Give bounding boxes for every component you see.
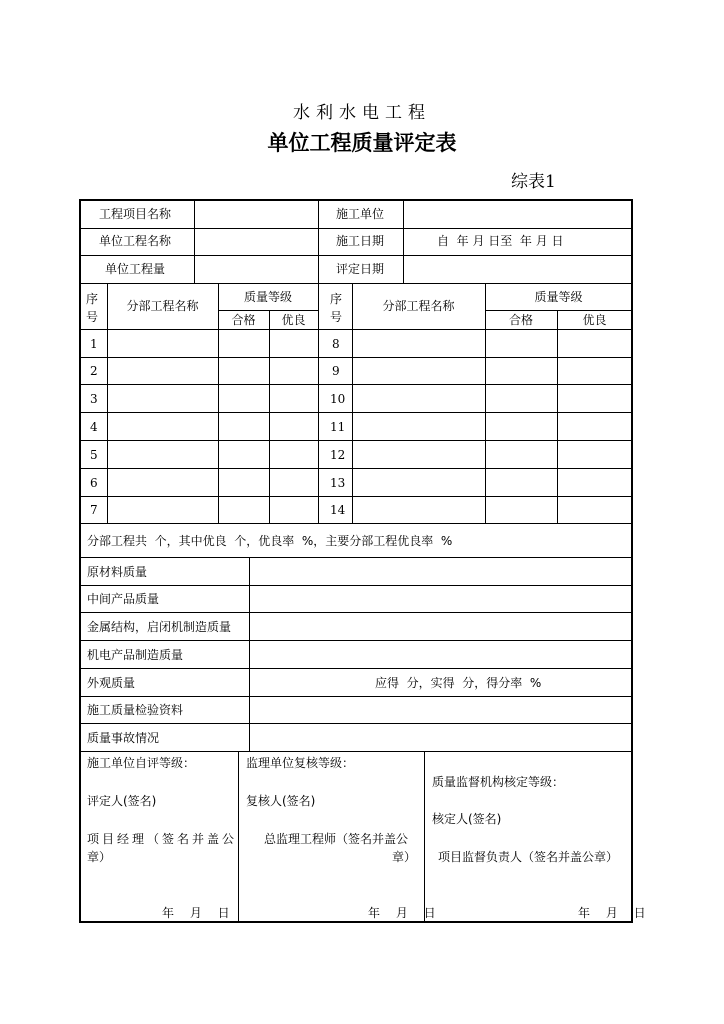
row-divider (80, 283, 632, 284)
col-divider (249, 557, 250, 751)
col-divider (557, 310, 558, 523)
construction-date-field[interactable]: 自 年 月 日至 年 月 日 (437, 234, 564, 248)
form-title: 单位工程质量评定表 (267, 131, 457, 155)
row-number: 13 (330, 476, 346, 490)
row-divider (80, 496, 632, 497)
col-divider (318, 200, 319, 283)
row-number: 6 (90, 476, 98, 490)
pass-header: 合格 (231, 313, 256, 327)
contractor-label: 施工单位 (336, 207, 385, 221)
part-name-header: 分部工程名称 (126, 299, 199, 313)
appearance-label: 外观质量 (87, 676, 136, 690)
col-divider (424, 751, 425, 922)
construction-date-label: 施工日期 (336, 234, 385, 248)
row-divider (80, 384, 632, 385)
qc-date: 年 月 日 (578, 906, 652, 920)
quality-grade-header: 质量等级 (534, 290, 583, 304)
seq-header: 序号 (86, 292, 99, 324)
contractor-assessor-label: 评定人(签名) (87, 794, 157, 808)
qc-verifier-label: 核定人(签名) (432, 812, 502, 826)
row-divider (485, 310, 632, 311)
col-divider (352, 283, 353, 523)
row-number: 4 (90, 420, 98, 434)
excellent-header: 优良 (582, 313, 607, 327)
inspection-docs-label: 施工质量检验资料 (87, 703, 184, 717)
unit-name-label: 单位工程名称 (99, 234, 172, 248)
supervisor-grade-label: 监理单位复核等级： (246, 756, 355, 770)
row-divider (80, 523, 632, 524)
excellent-header: 优良 (281, 313, 306, 327)
row-divider (80, 751, 632, 752)
supervisor-chief-label: 总监理工程师（签名并盖公 (264, 832, 409, 846)
row-number: 12 (330, 448, 346, 462)
contractor-manager-label: 项目经理（签名并盖公 (87, 832, 238, 846)
supervisor-date: 年 月 日 (368, 906, 442, 920)
row-divider (80, 468, 632, 469)
form-number: 综表1 (511, 172, 556, 192)
raw-material-label: 原材料质量 (87, 565, 148, 579)
row-divider (80, 557, 632, 558)
row-divider (80, 723, 632, 724)
row-divider (80, 612, 632, 613)
row-divider (80, 357, 632, 358)
row-number: 9 (332, 364, 340, 378)
summary-stats: 分部工程共 个，其中优良 个，优良率 %，主要分部工程优良率 % (87, 534, 453, 548)
supervisor-reviewer-label: 复核人(签名) (246, 794, 316, 808)
row-number: 2 (90, 364, 98, 378)
row-number: 8 (332, 337, 340, 351)
row-divider (80, 329, 632, 330)
row-number: 14 (330, 503, 346, 517)
quality-grade-header: 质量等级 (243, 290, 292, 304)
metal-structure-label: 金属结构，启闭机制造质量 (87, 620, 232, 634)
unit-name-field[interactable] (197, 229, 316, 254)
qc-grade-label: 质量监督机构核定等级： (432, 775, 565, 789)
col-divider (269, 310, 270, 523)
row-divider (80, 440, 632, 441)
row-divider (80, 228, 632, 229)
electromech-label: 机电产品制造质量 (87, 648, 184, 662)
unit-quantity-label: 单位工程量 (105, 262, 166, 276)
project-name-field[interactable] (197, 201, 316, 227)
col-divider (318, 283, 319, 523)
row-number: 5 (90, 448, 98, 462)
row-number: 10 (330, 392, 346, 406)
supervisor-chief-label-cont: 章） (392, 850, 417, 864)
row-divider (80, 668, 632, 669)
row-number: 7 (90, 503, 98, 517)
part-name-header: 分部工程名称 (382, 299, 455, 313)
seq-header: 序号 (330, 292, 343, 324)
row-divider (80, 585, 632, 586)
contractor-manager-label-cont: 章） (87, 850, 112, 864)
eval-date-label: 评定日期 (336, 262, 385, 276)
form-subtitle: 水利水电工程 (293, 103, 431, 123)
unit-quantity-field[interactable] (197, 256, 316, 282)
row-number: 3 (90, 392, 98, 406)
project-name-label: 工程项目名称 (99, 207, 172, 221)
intermediate-label: 中间产品质量 (87, 592, 160, 606)
row-divider (218, 310, 318, 311)
row-divider (80, 696, 632, 697)
row-number: 11 (330, 420, 346, 434)
eval-date-field[interactable] (406, 256, 630, 282)
pass-header: 合格 (508, 313, 533, 327)
appearance-score: 应得 分，实得 分，得分率 % (375, 676, 542, 690)
row-divider (80, 640, 632, 641)
contractor-field[interactable] (406, 201, 630, 227)
row-number: 1 (90, 337, 98, 351)
contractor-date: 年 月 日 (162, 906, 236, 920)
col-divider (194, 200, 195, 283)
col-divider (107, 283, 108, 523)
col-divider (238, 751, 239, 922)
accident-label: 质量事故情况 (87, 731, 160, 745)
contractor-grade-label: 施工单位自评等级： (87, 756, 196, 770)
qc-head-label: 项目监督负责人（签名并盖公章） (438, 850, 619, 864)
col-divider (403, 200, 404, 283)
row-divider (80, 412, 632, 413)
